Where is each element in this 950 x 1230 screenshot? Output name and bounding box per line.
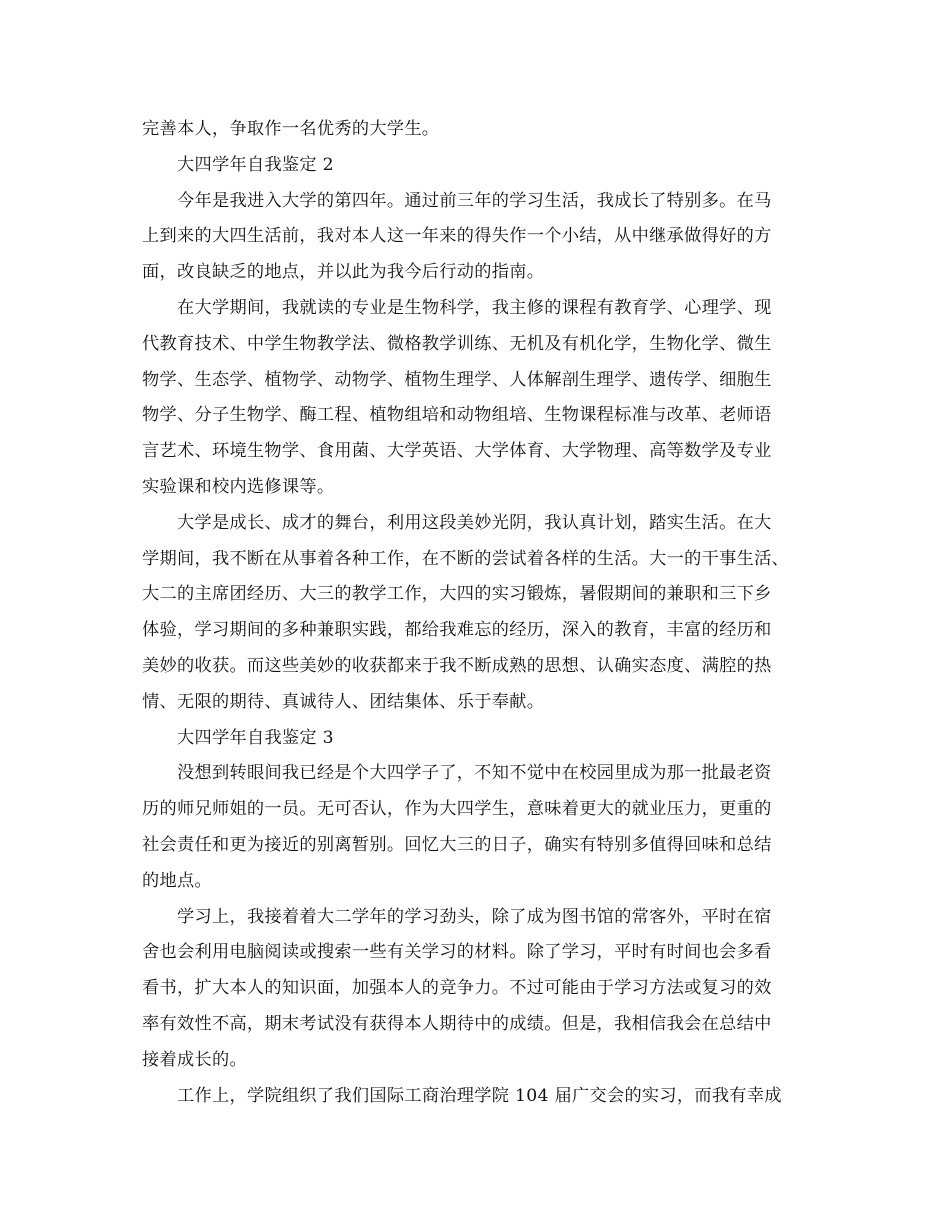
text-line-27: 接着成长的。 bbox=[142, 1049, 247, 1070]
text-line-24: 舍也会利用电脑阅读或搜索一些有关学习的材料。除了学习，平时有时间也会多看 bbox=[142, 942, 772, 963]
text-line-1: 完善本人，争取作一名优秀的大学生。 bbox=[142, 119, 440, 139]
text-line-10: 言艺术、环境生物学、食用菌、大学英语、大学体育、大学物理、高等数学及专业 bbox=[142, 441, 772, 462]
text-line-17: 情、无限的期待、真诚待人、团结集体、乐于奉献。 bbox=[142, 691, 545, 712]
text-line-20: 历的师兄师姐的一员。无可否认，作为大四学生，意味着更大的就业压力，更重的 bbox=[142, 799, 772, 820]
text-line-5: 面，改良缺乏的地点，并以此为我今后行动的指南。 bbox=[142, 262, 545, 283]
text-line-22: 的地点。 bbox=[142, 870, 212, 891]
section-heading-3: 大四学年自我鉴定 3 bbox=[177, 727, 334, 748]
text-line-12: 大学是成长、成才的舞台，利用这段美妙光阴，我认真计划，踏实生活。在大 bbox=[177, 512, 772, 533]
text-line-3: 今年是我进入大学的第四年。通过前三年的学习生活，我成长了特别多。在马 bbox=[177, 190, 772, 211]
text-line-26: 率有效性不高，期末考试没有获得本人期待中的成绩。但是，我相信我会在总结中 bbox=[142, 1013, 772, 1034]
text-line-15: 体验，学习期间的多种兼职实践，都给我难忘的经历，深入的教育，丰富的经历和 bbox=[142, 620, 772, 641]
text-line-4: 上到来的大四生活前，我对本人这一年来的得失作一个小结，从中继承做得好的方 bbox=[142, 226, 772, 247]
text-line-25: 看书，扩大本人的知识面，加强本人的竞争力。不过可能由于学习方法或复习的效 bbox=[142, 978, 772, 999]
text-line-16: 美妙的收获。而这些美妙的收获都来于我不断成熟的思想、认确实态度、满腔的热 bbox=[142, 655, 772, 676]
text-line-14: 大二的主席团经历、大三的教学工作，大四的实习锻炼，暑假期间的兼职和三下乡 bbox=[142, 584, 772, 605]
text-line-8: 物学、生态学、植物学、动物学、植物生理学、人体解剖生理学、遗传学、细胞生 bbox=[142, 369, 772, 390]
text-line-23: 学习上，我接着着大二学年的学习劲头，除了成为图书馆的常客外，平时在宿 bbox=[177, 906, 772, 927]
text-line-19: 没想到转眼间我已经是个大四学子了，不知不觉中在校园里成为那一批最老资 bbox=[177, 763, 772, 784]
text-line-11: 实验课和校内选修课等。 bbox=[142, 476, 335, 497]
section-heading-2: 大四学年自我鉴定 2 bbox=[177, 154, 334, 175]
text-line-13: 学期间，我不断在从事着各种工作，在不断的尝试着各样的生活。大一的干事生活、 bbox=[142, 548, 790, 569]
text-line-7: 代教育技术、中学生物教学法、微格教学训练、无机及有机化学，生物化学、微生 bbox=[142, 333, 772, 354]
text-line-28: 工作上，学院组织了我们国际工商治理学院 104 届广交会的实习，而我有幸成 bbox=[177, 1085, 782, 1106]
text-line-9: 物学、分子生物学、酶工程、植物组培和动物组培、生物课程标准与改革、老师语 bbox=[142, 405, 772, 426]
text-line-6: 在大学期间，我就读的专业是生物科学，我主修的课程有教育学、心理学、现 bbox=[177, 297, 772, 318]
text-line-21: 社会责任和更为接近的别离暂别。回忆大三的日子，确实有特别多值得回味和总结 bbox=[142, 834, 772, 855]
document-page bbox=[142, 112, 814, 1114]
